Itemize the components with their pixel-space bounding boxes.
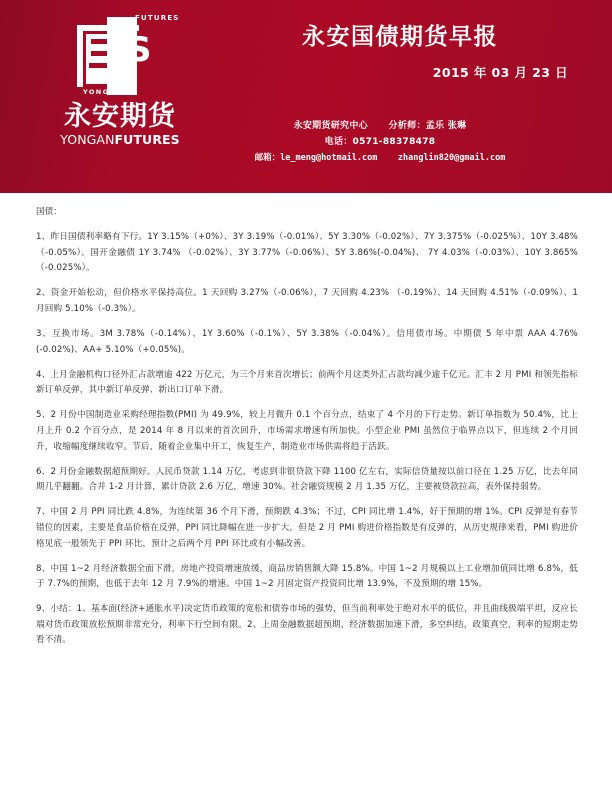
body-paragraph: 4、上月金融机构口径外汇占款增逾 422 万亿元，为三个月来首次增长；前两个月这类外汇占款均减少逾千亿元。汇丰 2 月 PMI 和领先指标新订单反弹，其中新订单反弹、新出口订单下滑。 (36, 369, 578, 396)
body-paragraph: 5、2 月份中国制造业采购经理指数(PMI) 为 49.9%，较上月微升 0.1 个百分点，结束了 4 个月的下行走势。新订单指数为 50.4%，比上月上升 0.2 个百分点，是 2014 年 8 月以来的首次回升，市场需求增速有所加快。小型企业 PMI 虽然位于临界点以下，但连续 2 个月回升，收缩幅度继续收窄。节后，随着企业集中开工，恢复生产，制造业市场供需将趋于活跃。 (36, 410, 578, 452)
body-paragraph: 8、中国 1~2 月经济数据全面下滑，房地产投资增速放缓，商品房销售额大降 15.8%。中国 1~2 月规模以上工业增加值同比增 6.8%，低于 7.7%的预期，也低于去年 12 月 7.9%的增速。中国 1~2 月固定资产投资同比增 13.9%，不及预期的增 15%。 (36, 563, 578, 590)
research-center-and-analysts: 永安期货研究中心 分析师：孟乐 张琳 (293, 121, 467, 131)
body-paragraph: 6、2 月份金融数据超预期好。人民币贷款 1.14 万亿，考虑到非银贷款下降 1100 亿左右，实际信贷量按以前口径在 1.25 万亿，比去年同期几乎翻翻。合并 1-2 月计算，累计贷款 2.6 万亿，增速 30%。社会融资规模 2 月 1.35 万亿，主要被贷款拉高，表外保持弱势。 (36, 466, 578, 493)
title-block (210, 22, 590, 81)
logo-en-bold: FUTURES (114, 132, 180, 147)
email-line: 邮箱：le_meng@hotmail.com zhanglin820@gmail.com (254, 153, 506, 163)
seal-letter: S (127, 30, 152, 70)
page-title: 永安国债期货早报 (302, 24, 498, 50)
logo-en-thin: YONGAN (60, 132, 115, 147)
report-date: 2015 年 03 月 23 日 (432, 65, 568, 80)
logo-company-name-cn: 永安期货 (64, 101, 176, 132)
body-paragraph: 2、资金开始松动，但价格水平保持高位。1 天回购 3.27%（-0.06%），7 天回购 4.23% （-0.19%）、14 天回购 4.51%（-0.09%）、1 月回购 5.10%（-0.3%）。 (36, 288, 578, 314)
phone-line: 电话：0571-88378478 (324, 137, 436, 147)
section-heading: 国债： (36, 207, 62, 217)
logo-company-name-en (60, 133, 180, 147)
body-paragraph: 9、小结：1、基本面(经济+通胀水平)决定货币政策的宽松和债券市场的强势，但当前利率处于绝对水平的低位，并且曲线极端平坦，反应长端对货币政策放松预期非常充分，利率下行空间有限。2、上周金融数据超预期，经济数据加速下滑，多空纠结，政策真空，利率的短期走势看不清。 (36, 604, 578, 646)
contact-block (180, 118, 580, 166)
company-logo (46, 14, 194, 147)
body-paragraph: 3、互换市场。3M 3.78%（-0.14%）、1Y 3.60%（-0.1%）、5Y 3.38%（-0.04%）。信用债市场。中期债 5 年中票 AAA 4.76%(-0.02%)、AA+ 5.10%（+0.05%)。 (36, 328, 578, 355)
seal-yongan-label: YONGAN (83, 88, 123, 96)
report-header-band (0, 0, 612, 193)
body-paragraph: 1、昨日国债利率略有下行。1Y 3.15%（+0%）、3Y 3.19%（-0.01%）、5Y 3.30%（-0.02%）、7Y 3.375%（-0.025%）、10Y 3.48%（-0.05%）。国开金融债 1Y 3.74% （-0.02%）、3Y 3.77%（-0.06%）、5Y 3.86%(-0.04%)、 7Y 4.03%（-0.03%）、10Y 3.865%（-0.025%）。 (36, 232, 578, 274)
report-body (36, 205, 578, 649)
seal-stamp-icon (77, 14, 180, 96)
seal-futures-label: FUTURES (135, 14, 180, 22)
body-paragraph: 7、中国 2 月 PPI 同比跌 4.8%，为连续第 36 个月下滑，预期跌 4.3%；不过，CPI 同比增 1.4%，好于预期的增 1%。CPI 反弹是有春节错位的因素，主要是食品价格在反弹，PPI 同比降幅在进一步扩大，但是 2 月 PMI 购进价格指数是有反弹的，从历史规律来看，PMI 购进价格见底一般领先于 PPI 环比，预计之后两个月 PPI 环比或有小幅改善。 (36, 507, 578, 549)
